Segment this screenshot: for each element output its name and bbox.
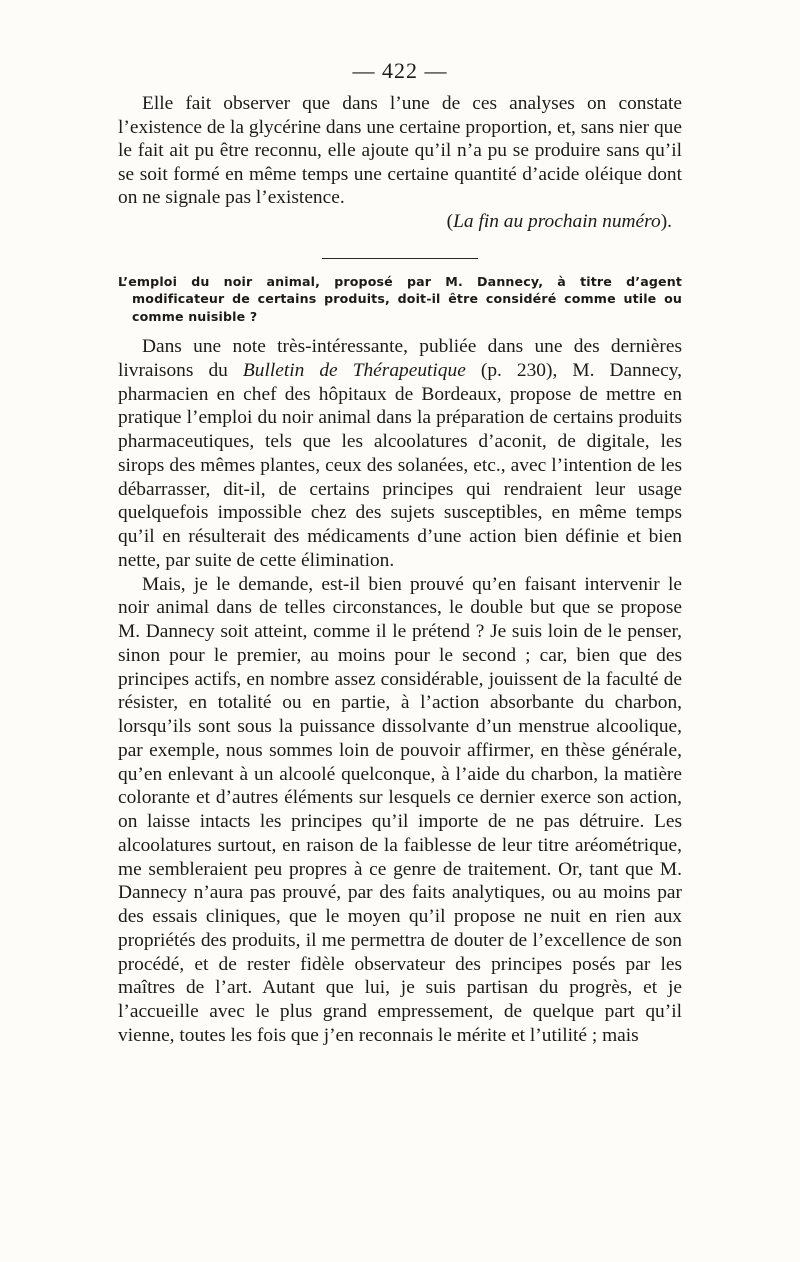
continuation-text: La fin au prochain numéro xyxy=(453,210,661,232)
journal-title: Bulletin de Thérapeutique xyxy=(242,359,466,381)
paragraph-1 xyxy=(118,335,682,573)
intro-paragraph: Elle fait observer que dans l’une de ces analyses on constate l’existence de la glycérine dans une certaine proportion, et, sans nier que le fait ait pu être reconnu, elle ajoute qu’il n’a pu se produire sans qu’il se soit formé en même temps une certaine quantité d’acide oléique dont on ne signale pas l’existence. xyxy=(118,93,682,209)
continuation-close: ). xyxy=(660,210,672,232)
section-heading: L’emploi du noir animal, proposé par M. Dannecy, à titre d’agent modificateur de certains produits, doit-il être considéré comme utile ou comme nuisible ? xyxy=(118,273,682,324)
section-divider xyxy=(322,258,478,259)
paragraph-2: Mais, je le demande, est-il bien prouvé qu’en faisant intervenir le noir animal dans de telles circonstances, le double but que se propose M. Dannecy soit atteint, comme il le prétend ? Je suis loin de le penser, sinon pour le premier, au moins pour le second ; car, bien que des principes actifs, en nombre assez considérable, jouissent de la faculté de résister, en totalité ou en partie, à l’action absorbante du charbon, lorsqu’ils sont sous la puissance dissolvante d’un menstrue alcoolique, par exemple, nous sommes loin de pouvoir affirmer, en thèse générale, qu’en enlevant à un alcoolé quelconque, à l’aide du charbon, la matière colorante et d’autres éléments sur lesquels ce dernier exerce son action, on laisse intacts les principes qu’il importe de ne pas détruire. Les alcoolatures surtout, en raison de la faiblesse de leur titre aréométrique, me sembleraient peu propres à ce genre de traitement. Or, tant que M. Dannecy n’aura pas prouvé, par des faits analytiques, ou au moins par des essais cliniques, que le moyen qu’il propose ne nuit en rien aux propriétés des produits, il me permettra de douter de l’excellence de son procédé, et de rester fidèle observateur des principes posés par les maîtres de l’art. Autant que lui, je suis partisan du progrès, et je l’accueille avec le plus grand empressement, de quelque part qu’il vienne, toutes les fois que j’en reconnais le mérite et l’utilité ; mais xyxy=(118,573,682,1046)
paragraph-1-lead: Dans une note très-intéressante, publiée dans une des dernières livraisons du xyxy=(118,336,682,381)
page-number: — 422 — xyxy=(352,58,448,83)
paragraph-1-rest: (p. 230), M. Dannecy, pharmacien en chef des hôpitaux de Bordeaux, propose de mettre en pratique l’emploi du noir animal dans la préparation de certains produits pharmaceutiques, tels que les alcoolatures d’aconit, de digitale, les sirops des mêmes plantes, ceux des solanées, etc., avec l’intention de les débarrasser, dit-il, de certains principes qui rendraient leur usage quelquefois impossible chez des sujets susceptibles, en même temps qu’il en résulterait des médicaments d’une action bien définie et bien nette, par suite de cette élimination. xyxy=(118,359,682,571)
text-column xyxy=(118,92,682,1048)
continuation-open: ( xyxy=(446,210,454,232)
article-body xyxy=(118,335,682,1048)
continuation-note xyxy=(118,210,682,234)
